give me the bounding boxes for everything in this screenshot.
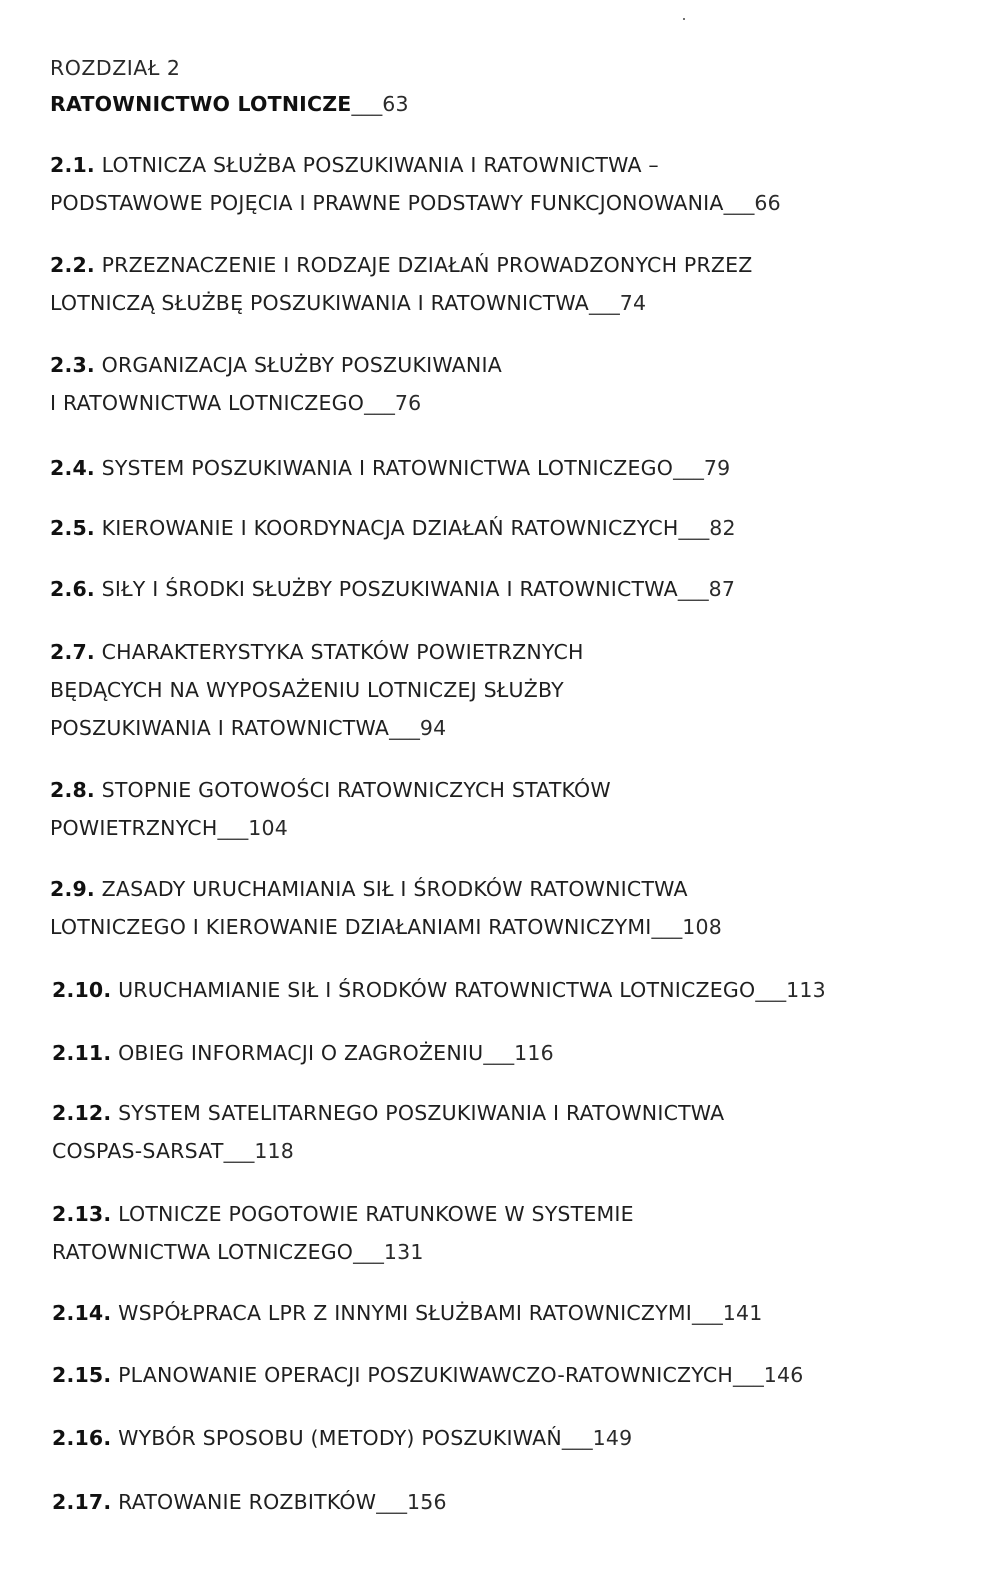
toc-entry-separator: ___ [561, 1426, 593, 1450]
toc-entry-number: 2.6. [50, 577, 95, 601]
toc-entry-number: 2.9. [50, 877, 95, 901]
toc-entry-separator: ___ [733, 1363, 764, 1387]
toc-entry-number: 2.1. [50, 153, 95, 177]
toc-entry-text: RATOWANIE ROZBITKÓW [118, 1490, 377, 1514]
toc-entry-text: BĘDĄCYCH NA WYPOSAŻENIU LOTNICZEJ SŁUŻBY [50, 678, 564, 702]
toc-entry-line [52, 1195, 634, 1233]
toc-entry-line [50, 771, 611, 809]
chapter-title [50, 92, 409, 116]
toc-entry-separator: ___ [364, 391, 395, 415]
toc-entry-page: 74 [619, 291, 647, 315]
toc-entry-2-14 [52, 1294, 762, 1332]
toc-entry-line [50, 570, 735, 608]
toc-entry-line [50, 671, 584, 709]
toc-entry-page: 76 [394, 391, 422, 415]
scan-speck [683, 18, 685, 20]
toc-entry-text: ZASADY URUCHAMIANIA SIŁ I ŚRODKÓW RATOWNICTWA [101, 877, 688, 901]
toc-entry-line [50, 908, 722, 946]
toc-entry-separator: ___ [691, 1301, 723, 1325]
toc-entry-line [50, 284, 753, 322]
toc-entry-page: 113 [786, 978, 826, 1002]
toc-entry-line [50, 246, 753, 284]
chapter-label: ROZDZIAŁ 2 [50, 56, 181, 80]
toc-entry-page: 146 [763, 1363, 804, 1387]
toc-entry-page: 104 [248, 816, 288, 840]
toc-entry-line [50, 509, 736, 547]
toc-entry-text: COSPAS-SARSAT [52, 1139, 224, 1163]
toc-entry-text: KIEROWANIE I KOORDYNACJA DZIAŁAŃ RATOWNICZYCH [101, 516, 679, 540]
toc-entry-line [52, 1356, 803, 1394]
toc-entry-2-17 [52, 1483, 447, 1521]
toc-entry-text: LOTNICZE POGOTOWIE RATUNKOWE W SYSTEMIE [118, 1202, 634, 1226]
toc-entry-separator: ___ [755, 978, 787, 1002]
toc-entry-page: 149 [592, 1426, 633, 1450]
toc-entry-line [52, 1419, 632, 1457]
toc-entry-page: 118 [254, 1139, 295, 1163]
chapter-title-separator: ___ [351, 92, 383, 116]
toc-entry-number: 2.10. [52, 978, 112, 1002]
toc-entry-text: URUCHAMIANIE SIŁ I ŚRODKÓW RATOWNICTWA LOTNICZEGO [118, 978, 756, 1002]
toc-entry-line [50, 146, 781, 184]
toc-entry-separator: ___ [723, 191, 755, 215]
toc-entry-separator: ___ [677, 577, 709, 601]
toc-entry-2-9 [50, 870, 722, 946]
toc-entry-page: 66 [754, 191, 781, 215]
toc-entry-page: 116 [514, 1041, 554, 1065]
toc-entry-separator: ___ [217, 816, 249, 840]
toc-entry-number: 2.8. [50, 778, 95, 802]
toc-entry-2-10 [52, 971, 826, 1009]
toc-entry-line [52, 1233, 634, 1271]
toc-entry-number: 2.4. [50, 456, 95, 480]
toc-entry-line [52, 1132, 724, 1170]
toc-entry-separator: ___ [353, 1240, 384, 1264]
toc-entry-page: 87 [708, 577, 736, 601]
toc-entry-text: SYSTEM SATELITARNEGO POSZUKIWANIA I RATOWNICTWA [118, 1101, 725, 1125]
toc-entry-text: LOTNICZEGO I KIEROWANIE DZIAŁANIAMI RATOWNICZYMI [50, 915, 652, 939]
toc-entry-number: 2.2. [50, 253, 95, 277]
toc-entry-separator: ___ [673, 456, 704, 480]
toc-entry-text: LOTNICZA SŁUŻBA POSZUKIWANIA I RATOWNICTWA – [101, 153, 659, 177]
chapter-title-text: RATOWNICTWO LOTNICZE [50, 92, 352, 116]
toc-entry-2-4 [50, 449, 730, 487]
toc-entry-2-8 [50, 771, 611, 847]
toc-entry-text: WSPÓŁPRACA LPR Z INNYMI SŁUŻBAMI RATOWNICZYMI [118, 1301, 692, 1325]
toc-entry-line [52, 1094, 724, 1132]
toc-entry-2-16 [52, 1419, 632, 1457]
toc-entry-page: 79 [703, 456, 731, 480]
toc-entry-number: 2.15. [52, 1363, 112, 1387]
toc-entry-2-3 [50, 346, 502, 422]
toc-entry-text: POWIETRZNYCH [50, 816, 218, 840]
toc-entry-number: 2.3. [50, 353, 95, 377]
toc-entry-line [52, 1294, 762, 1332]
toc-entry-text: SIŁY I ŚRODKI SŁUŻBY POSZUKIWANIA I RATOWNICTWA [101, 577, 678, 601]
toc-entry-line [52, 1483, 447, 1521]
toc-entry-2-6 [50, 570, 735, 608]
toc-entry-2-15 [52, 1356, 803, 1394]
toc-entry-page: 156 [406, 1490, 447, 1514]
toc-entry-separator: ___ [483, 1041, 515, 1065]
toc-entry-text: OBIEG INFORMACJI O ZAGROŻENIU [118, 1041, 484, 1065]
toc-entry-text: ORGANIZACJA SŁUŻBY POSZUKIWANIA [101, 353, 502, 377]
toc-entry-number: 2.16. [52, 1426, 112, 1450]
toc-entry-2-13 [52, 1195, 634, 1271]
toc-entry-2-2 [50, 246, 753, 322]
toc-entry-line [52, 1034, 554, 1072]
toc-entry-number: 2.13. [52, 1202, 112, 1226]
toc-entry-text: STOPNIE GOTOWOŚCI RATOWNICZYCH STATKÓW [101, 778, 611, 802]
toc-entry-number: 2.11. [52, 1041, 112, 1065]
toc-entry-text: SYSTEM POSZUKIWANIA I RATOWNICTWA LOTNICZEGO [101, 456, 674, 480]
toc-entry-2-11 [52, 1034, 554, 1072]
toc-entry-line [50, 709, 584, 747]
toc-entry-text: PRZEZNACZENIE I RODZAJE DZIAŁAŃ PROWADZONYCH PRZEZ [101, 253, 753, 277]
toc-entry-page: 108 [682, 915, 722, 939]
toc-entry-text: WYBÓR SPOSOBU (METODY) POSZUKIWAŃ [118, 1426, 562, 1450]
toc-entry-text: PODSTAWOWE POJĘCIA I PRAWNE PODSTAWY FUNKCJONOWANIA [50, 191, 724, 215]
toc-entry-text: CHARAKTERYSTYKA STATKÓW POWIETRZNYCH [101, 640, 584, 664]
toc-entry-line [50, 809, 611, 847]
toc-entry-number: 2.5. [50, 516, 95, 540]
toc-entry-number: 2.12. [52, 1101, 112, 1125]
toc-entry-2-1 [50, 146, 781, 222]
toc-entry-page: 82 [709, 516, 736, 540]
toc-entry-line [50, 346, 502, 384]
toc-entry-separator: ___ [678, 516, 710, 540]
toc-entry-text: PLANOWANIE OPERACJI POSZUKIWAWCZO-RATOWNICZYCH [118, 1363, 733, 1387]
toc-entry-number: 2.14. [52, 1301, 112, 1325]
chapter-title-page: 63 [382, 92, 409, 116]
toc-entry-number: 2.17. [52, 1490, 112, 1514]
toc-entry-2-7 [50, 633, 584, 747]
toc-entry-page: 141 [722, 1301, 763, 1325]
toc-entry-text: POSZUKIWANIA I RATOWNICTWA [50, 716, 390, 740]
toc-entry-page: 94 [419, 716, 447, 740]
toc-entry-text: LOTNICZĄ SŁUŻBĘ POSZUKIWANIA I RATOWNICTWA [50, 291, 590, 315]
toc-entry-line [50, 384, 502, 422]
toc-entry-text: RATOWNICTWA LOTNICZEGO [52, 1240, 354, 1264]
toc-entry-separator: ___ [589, 291, 620, 315]
toc-entry-page: 131 [383, 1240, 424, 1264]
toc-entry-line [50, 870, 722, 908]
toc-entry-line [50, 449, 730, 487]
toc-entry-separator: ___ [389, 716, 420, 740]
toc-entry-separator: ___ [376, 1490, 407, 1514]
toc-entry-line [52, 971, 826, 1009]
toc-entry-line [50, 633, 584, 671]
toc-entry-number: 2.7. [50, 640, 95, 664]
toc-entry-separator: ___ [651, 915, 683, 939]
toc-entry-line [50, 184, 781, 222]
toc-entry-text: I RATOWNICTWA LOTNICZEGO [50, 391, 365, 415]
toc-entry-2-12 [52, 1094, 724, 1170]
toc-entry-2-5 [50, 509, 736, 547]
toc-entry-separator: ___ [223, 1139, 255, 1163]
